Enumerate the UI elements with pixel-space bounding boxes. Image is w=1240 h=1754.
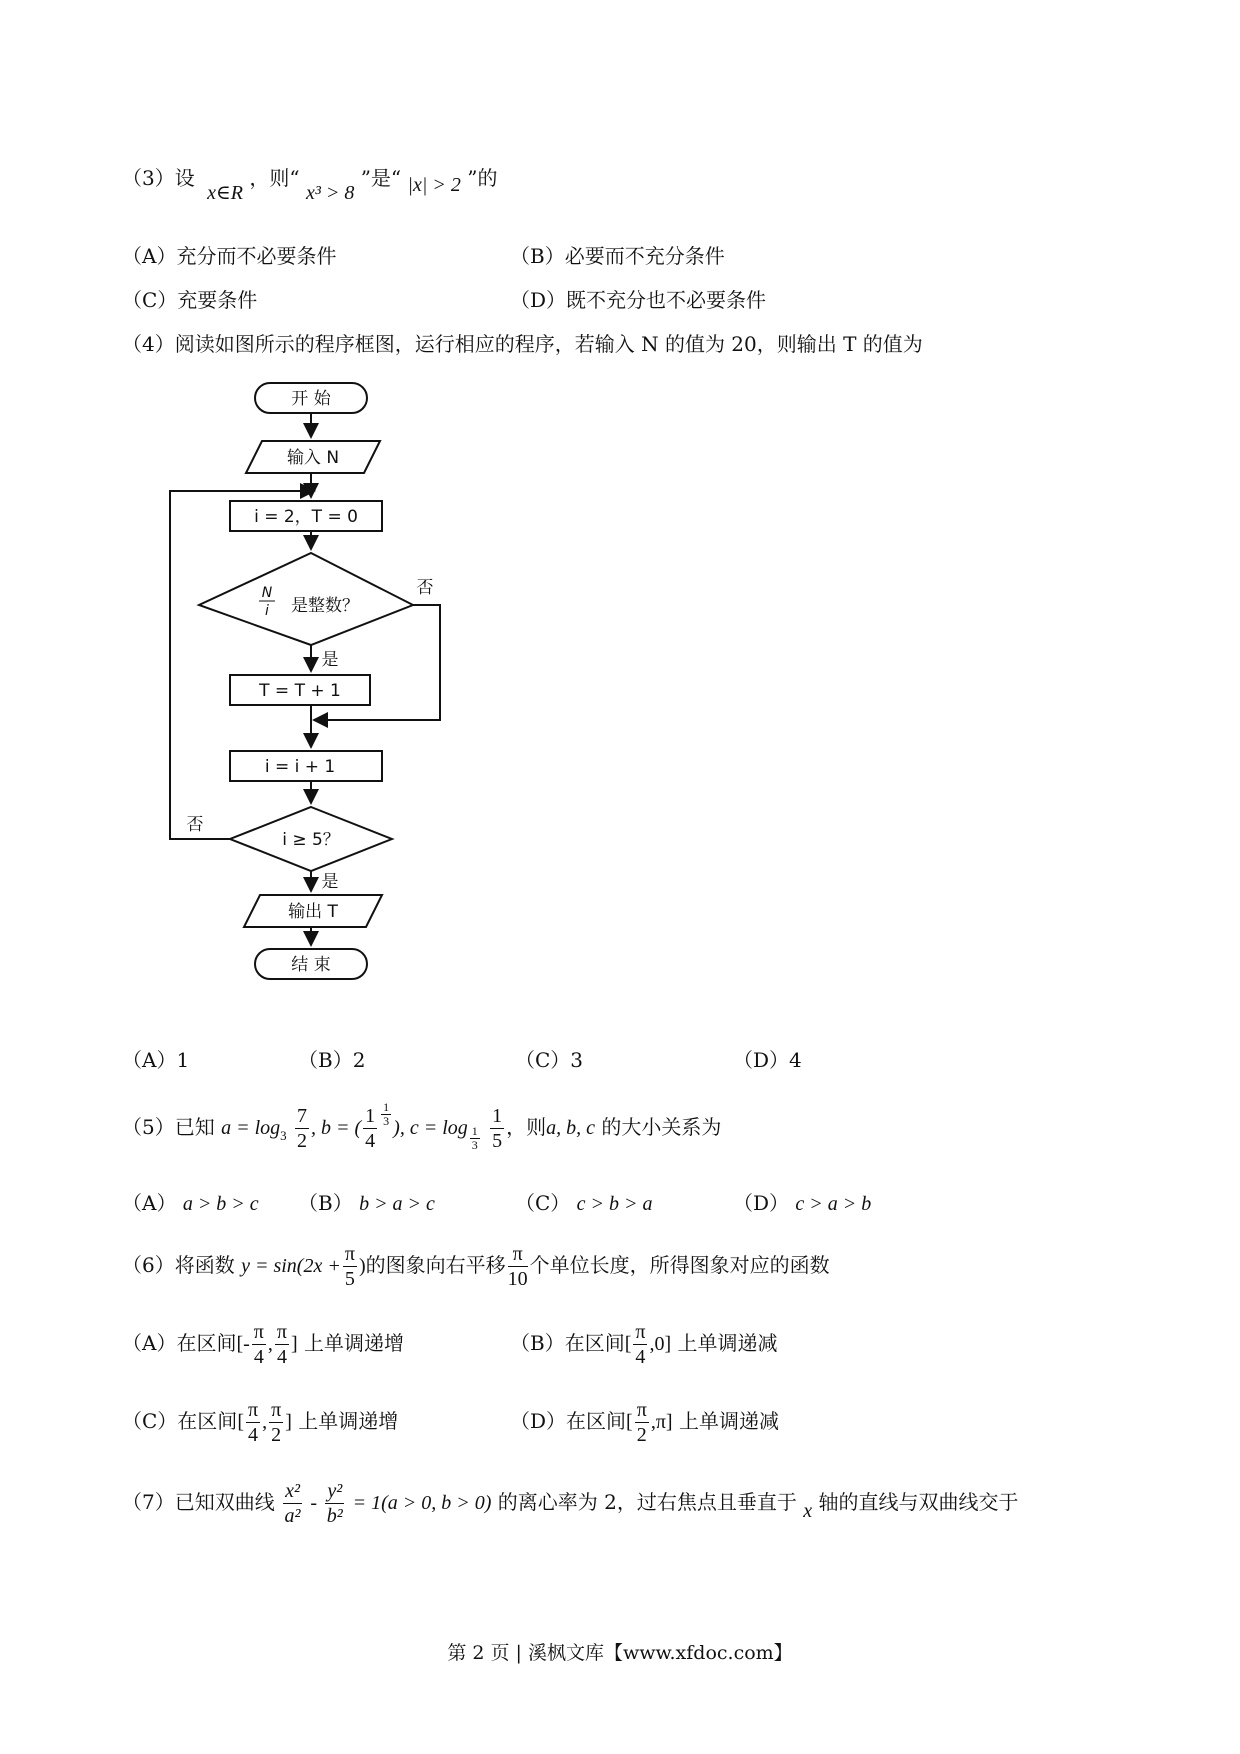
q5-option-a: （A） a > b > c [122, 1191, 259, 1215]
flow-yes2-label: 是 [321, 872, 339, 892]
flow-end-label: 结 束 [291, 955, 331, 975]
flow-cond1-den: i [265, 603, 269, 619]
q6-option-d: （D）在区间[ $\frac{\pi}{2}$ ,π] 上单调递减 [510, 1399, 779, 1446]
q7-stem: （7）已知双曲线 $\frac{\text{x²}}{\text{a²}}$ - $\frac{\text{y²}}{\text{b²}}$ = 1(a > 0, b > 0) 的离心率为 2，过右焦点且垂直于 x 轴的直线与双曲线交于 [122, 1480, 1019, 1527]
q6-stem: （6）将函数 y = sin(2x + $\frac{\pi}{5}$ )的图象向右平移 $\frac{\pi}{10}$ 个单位长度，所得图象对应的函数 [122, 1243, 830, 1290]
q6-option-b: （B）在区间[ $\frac{\pi}{4}$ ,0] 上单调递减 [510, 1321, 778, 1368]
flow-output-label: 输出 T [288, 902, 338, 922]
q4-option-d: （D）4 [733, 1048, 802, 1072]
q3-option-a: （A）充分而不必要条件 [122, 244, 337, 268]
q4-option-c: （C）3 [515, 1048, 584, 1072]
flow-no1-label: 否 [416, 578, 434, 598]
flow-cond1-num: N [261, 585, 273, 601]
q4-option-a: （A）1 [122, 1048, 190, 1072]
q5-option-b: （B） b > a > c [298, 1191, 435, 1215]
q3-stem: （3）设 x∈R ，则“ x³ > 8 ”是“ |x| > 2 ”的 [122, 166, 498, 204]
flow-cond2-label: i ≥ 5？ [282, 830, 340, 850]
q5-option-d: （D） c > a > b [733, 1191, 872, 1215]
flow-no2-label: 否 [186, 815, 204, 835]
q5-option-c: （C） c > b > a [515, 1191, 653, 1215]
q3-option-c: （C）充要条件 [122, 288, 258, 312]
flow-update-t-label: T = T + 1 [259, 681, 341, 701]
q3-option-d: （D）既不充分也不必要条件 [510, 288, 767, 312]
q4-flowchart [150, 375, 460, 995]
q3-option-b: （B）必要而不充分条件 [510, 244, 725, 268]
page-footer: 第 2 页 | 溪枫文库【www.xfdoc.com】 [447, 1642, 793, 1664]
flow-yes1-label: 是 [321, 650, 339, 670]
flow-update-i-label: i = i + 1 [264, 757, 336, 777]
q6-option-c: （C）在区间[ $\frac{\pi}{4}$ , $\frac{\pi}{2}$ ] 上单调递增 [122, 1399, 399, 1446]
flow-input-label: 输入 N [286, 448, 340, 468]
q5-stem: （5）已知 $a = \log_3$ $\frac{7}{2}$ , b = ( $\frac{1}{4}$ $\frac{1}{3}$ ), c = log $\frac{1}{3}$ $\frac{1}{5}$ ，则a, b, c 的大小关系为 [122, 1100, 722, 1152]
q4-stem: （4）阅读如图所示的程序框图，运行相应的程序，若输入 N 的值为 20，则输出 T 的值为 [122, 332, 923, 356]
flow-start-label: 开 始 [291, 389, 331, 409]
q4-option-b: （B）2 [298, 1048, 366, 1072]
q6-option-a: （A）在区间[- $\frac{\pi}{4}$ , $\frac{\pi}{4}$ ] 上单调递增 [122, 1321, 405, 1368]
flow-cond1-label: 是整数？ [291, 596, 359, 616]
flow-init-label: i = 2，T = 0 [254, 507, 358, 527]
